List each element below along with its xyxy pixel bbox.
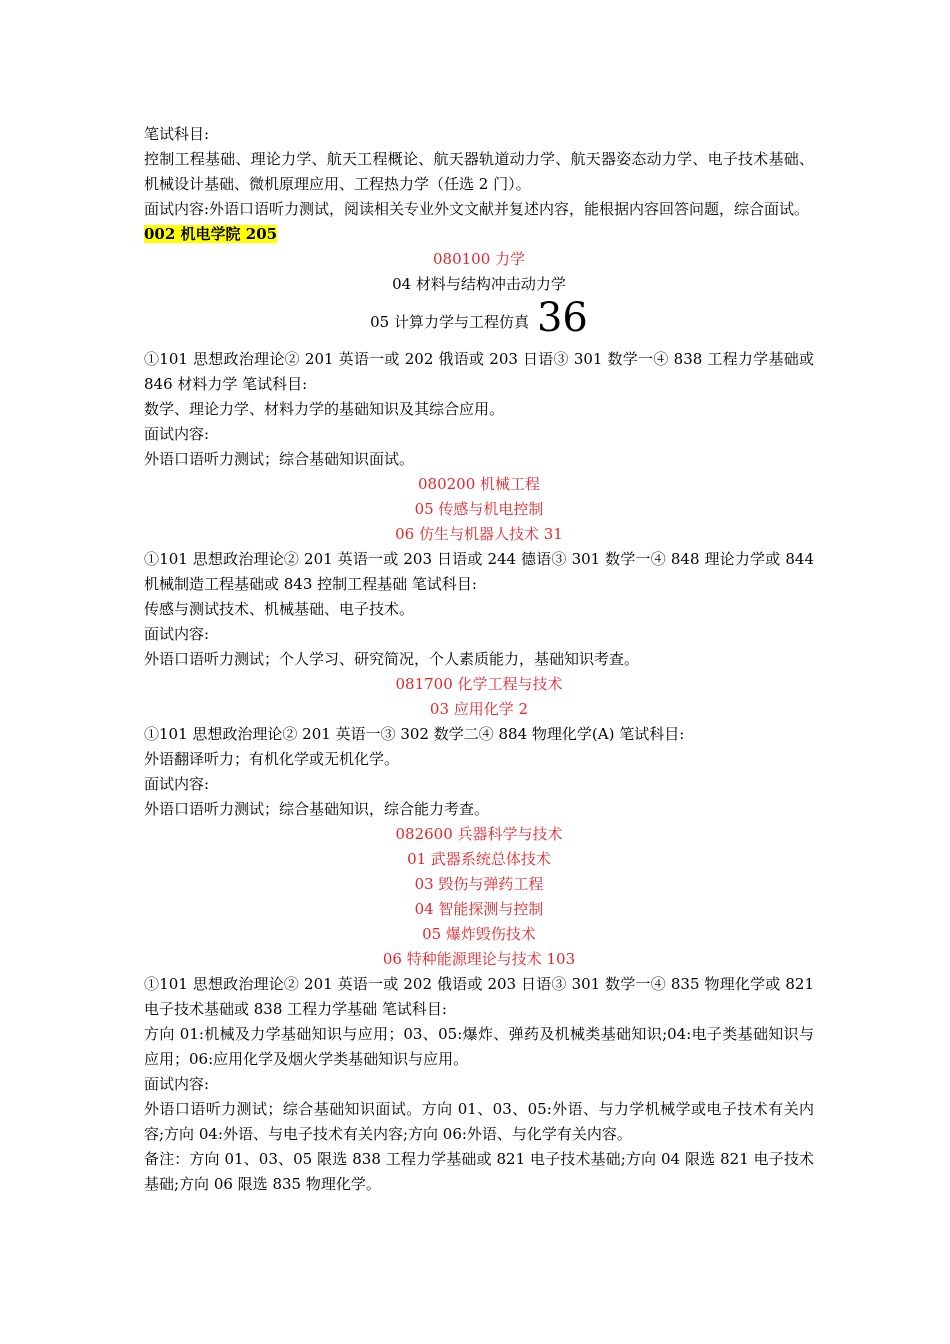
- remarks: 备注：方向 01、03、05 限选 838 工程力学基础或 821 电子技术基础;方向 04 限选 821 电子技术基础;方向 06 限选 835 物理化学。: [144, 1150, 814, 1193]
- written-subjects: 传感与测试技术、机械基础、电子技术。: [144, 600, 415, 618]
- direction-item: 05 爆炸毁伤技术: [422, 925, 536, 943]
- major-title: 082600 兵器科学与技术: [395, 825, 563, 843]
- written-subjects: 数学、理论力学、材料力学的基础知识及其综合应用。: [144, 400, 505, 418]
- exam-subjects: ①101 思想政治理论② 201 英语一或 203 日语或 244 德语③ 301 数学一④ 848 理论力学或 844 机械制造工程基础或 843 控制工程基础 笔试科目:: [144, 550, 814, 593]
- interview-label: 面试内容:: [144, 775, 210, 793]
- direction-item: 06 仿生与机器人技术 31: [395, 525, 563, 543]
- intro-written-label: 笔试科目:: [144, 125, 210, 143]
- major-title: 081700 化学工程与技术: [395, 675, 563, 693]
- direction-item: 05 传感与机电控制: [414, 500, 544, 518]
- direction-item: 06 特种能源理论与技术 103: [382, 950, 576, 968]
- college-heading-line: [144, 222, 814, 247]
- written-subjects: 外语翻译听力；有机化学或无机化学。: [144, 750, 400, 768]
- major-title: 080100 力学: [432, 250, 526, 268]
- interview-label: 面试内容:: [144, 425, 210, 443]
- direction-item: 04 智能探测与控制: [414, 900, 544, 918]
- major-title: 080200 机械工程: [417, 475, 541, 493]
- direction-item: 05 计算力学与工程仿真: [370, 313, 529, 331]
- direction-item: 01 武器系统总体技术: [407, 850, 551, 868]
- interview-label: 面试内容:: [144, 1075, 210, 1093]
- direction-item: 03 应用化学 2: [429, 700, 529, 718]
- intro-interview-text: 面试内容:外语口语听力测试，阅读相关专业外文文献并复述内容，能根据内容回答问题，综合面试。: [144, 200, 810, 218]
- direction-item: 03 毁伤与弹药工程: [414, 875, 544, 893]
- college-heading: 002 机电学院 205: [144, 225, 278, 243]
- enrollment-count: 36: [536, 295, 588, 341]
- interview-label: 面试内容:: [144, 625, 210, 643]
- direction-item-with-count: [144, 297, 814, 347]
- document-page: [144, 122, 814, 1197]
- interview-content: 外语口语听力测试；综合基础知识，综合能力考查。: [144, 800, 490, 818]
- interview-content: 外语口语听力测试；综合基础知识面试。方向 01、03、05:外语、与力学机械学或电子技术有关内容;方向 04:外语、与电子技术有关内容;方向 06:外语、与化学有关内容。: [144, 1100, 814, 1143]
- intro-written-text: 控制工程基础、理论力学、航天工程概论、航天器轨道动力学、航天器姿态动力学、电子技术基础、机械设计基础、微机原理应用、工程热力学（任选 2 门）。: [144, 150, 814, 193]
- interview-content: 外语口语听力测试；综合基础知识面试。: [144, 450, 415, 468]
- exam-subjects: ①101 思想政治理论② 201 英语一或 202 俄语或 203 日语③ 301 数学一④ 835 物理化学或 821 电子技术基础或 838 工程力学基础 笔试科目:: [144, 975, 814, 1018]
- exam-subjects: ①101 思想政治理论② 201 英语一或 202 俄语或 203 日语③ 301 数学一④ 838 工程力学基础或 846 材料力学 笔试科目:: [144, 350, 814, 393]
- direction-item: 04 材料与结构冲击动力学: [392, 275, 566, 293]
- exam-subjects: ①101 思想政治理论② 201 英语一③ 302 数学二④ 884 物理化学(A) 笔试科目:: [144, 725, 685, 743]
- interview-content: 外语口语听力测试；个人学习、研究简况，个人素质能力，基础知识考查。: [144, 650, 640, 668]
- written-subjects: 方向 01:机械及力学基础知识与应用；03、05:爆炸、弹药及机械类基础知识;04:电子类基础知识与应用；06:应用化学及烟火学类基础知识与应用。: [144, 1025, 814, 1068]
